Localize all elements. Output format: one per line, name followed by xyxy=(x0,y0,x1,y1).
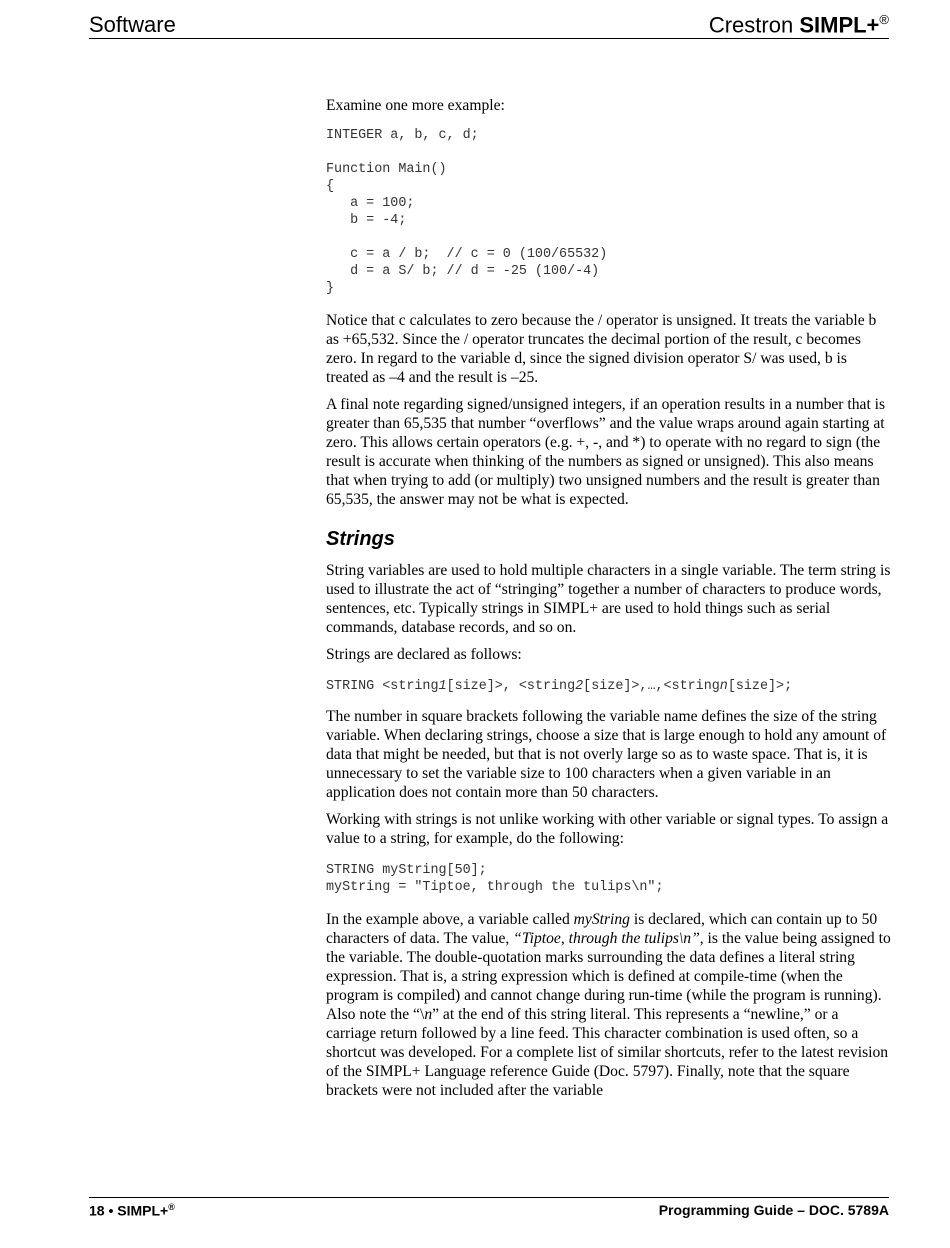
paragraph-string-intro: String variables are used to hold multiple characters in a single variable. The term string is used to illustrate the act of “stringing” together a number of characters to produce words, sentences, etc. Typically strings in SIMPL+ are used to hold things such as serial commands, database records, and so on. xyxy=(326,562,891,636)
page-footer xyxy=(89,1197,889,1224)
paragraph-declaration-intro: Strings are declared as follows: xyxy=(326,646,522,663)
code-string-assignment: STRING myString[50]; myString = "Tiptoe, through the tulips\n"; xyxy=(326,863,664,895)
header-product-title xyxy=(709,12,889,38)
paragraph-unsigned-division: Notice that c calculates to zero because the / operator is unsigned. It treats the variable b as +65,532. Since the / operator truncates the decimal portion of the result, c becomes zero. In regard to the variable d, since the signed division operator S/ was used, b is treated as –4 and the result is –25. xyxy=(326,312,877,386)
paragraph-overflow-note: A final note regarding signed/unsigned integers, if an operation results in a number that is greater than 65,535 that number “overflows” and the value wraps around again starting at zero. This allows certain operators (e.g. +, -, and *) to operate with no regard to sign (the result is accurate when thinking of the numbers as signed or unsigned). This also means that when trying to add (or multiply) two unsigned numbers and the result is greater than 65,535, the answer may not be what is expected. xyxy=(326,396,886,508)
page-header xyxy=(89,10,889,39)
paragraph-size-explanation: The number in square brackets following the variable name defines the size of the string variable. When declaring strings, choose a size that is large enough to hold any amount of data that might be needed, but that is not overly large so as to waste space. That is, it is unnecessary to set the variable size to 100 characters when a given variable in an application does not contain more than 50 characters. xyxy=(326,708,887,801)
paragraph-assign-intro: Working with strings is not unlike working with other variable or signal types. To assign a value to a string, for example, do the following: xyxy=(326,811,889,847)
footer-page-number: 18 • SIMPL+® xyxy=(89,1202,175,1219)
paragraph-string-example: In the example above, a variable called myString is declared, which can contain up to 50 characters of data. The value, “Tiptoe, through the tulips\n”, is the value being assigned to the variable. The double-quotation marks surrounding the data defines a literal string expression. That is, a string expression which is defined at compile-time (when the program is compiled) and cannot change during run-time (while the program is running). Also note the “\n” at the end of this string literal. This represents a “newline,” or a carriage return followed by a line feed. This character combination is used often, so a shortcut was developed. For a complete list of similar shortcuts, refer to the latest revision of the SIMPL+ Language reference Guide (Doc. 5797). Finally, note that the square brackets were not included after the variable xyxy=(326,911,891,1099)
code-string-declaration: STRING <string1[size]>, <string2[size]>,…,<stringn[size]>; xyxy=(326,679,793,694)
code-example-integer: INTEGER a, b, c, d; Function Main() { a = 100; b = -4; c = a / b; // c = 0 (100/65532) d = a S/ b; // d = -25 (100/-4) } xyxy=(326,128,608,296)
header-section-title: Software xyxy=(89,12,176,37)
header-product: SIMPL+ xyxy=(799,12,880,37)
footer-doc-title: Programming Guide – DOC. 5789A xyxy=(658,1202,889,1218)
intro-paragraph: Examine one more example: xyxy=(326,97,505,114)
section-heading-strings: Strings xyxy=(326,528,395,550)
header-brand: Crestron xyxy=(708,12,800,37)
page-body xyxy=(326,96,891,1108)
header-registered-mark: ® xyxy=(879,11,889,27)
